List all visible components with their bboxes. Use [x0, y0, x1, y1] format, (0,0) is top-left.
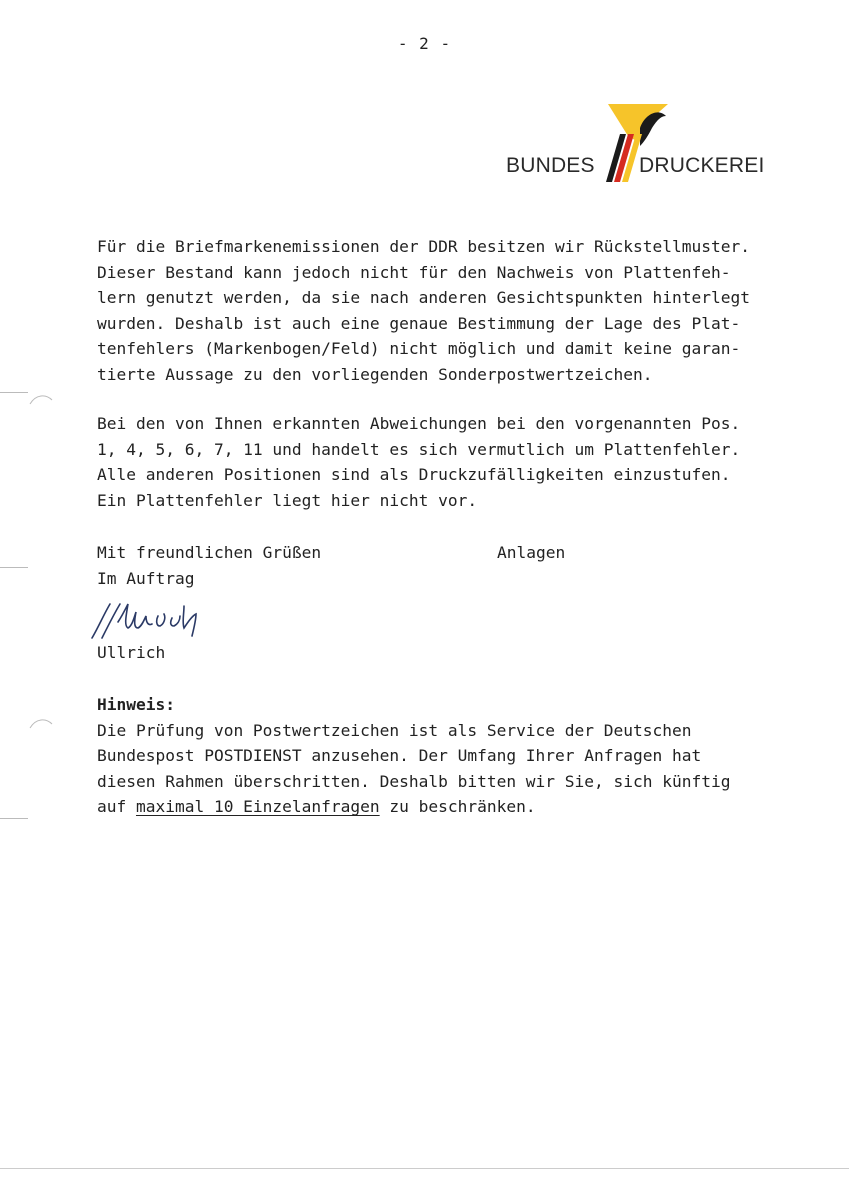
- note-block: [97, 692, 797, 820]
- closing-block: [97, 540, 797, 591]
- margin-curve-mark: [28, 392, 54, 406]
- paragraph-line: 1, 4, 5, 6, 7, 11 und handelt es sich vermutlich um Plattenfehler.: [97, 439, 741, 459]
- paragraph-line: Alle anderen Positionen sind als Druckzufälligkeiten einzustufen.: [97, 465, 731, 484]
- paragraph-line: tierte Aussage zu den vorliegenden Sonderpostwertzeichen.: [97, 364, 653, 384]
- on-behalf-label: Im Auftrag: [97, 568, 195, 588]
- paragraph-line: Bei den von Ihnen erkannten Abweichungen bei den vorgenannten Pos.: [97, 414, 741, 433]
- note-line: Die Prüfung von Postwertzeichen ist als Service der Deutschen: [97, 720, 692, 740]
- handwritten-signature: [88, 598, 228, 644]
- logo-text-druckerei: DRUCKEREI: [639, 154, 765, 177]
- page-number: - 2 -: [397, 34, 452, 53]
- note-label: Hinweis:: [97, 695, 175, 714]
- closing-greeting: Mit freundlichen Grüßen: [97, 543, 322, 562]
- enclosures-label: Anlagen: [497, 543, 566, 562]
- paragraph-line: Dieser Bestand kann jedoch nicht für den Nachweis von Plattenfeh-: [97, 262, 731, 282]
- paragraph-line: wurden. Deshalb ist auch eine genaue Bestimmung der Lage des Plat-: [97, 313, 741, 333]
- note-last-line: [97, 794, 797, 820]
- note-underlined-limit: maximal 10 Einzelanfragen: [135, 797, 380, 816]
- signer-name: Ullrich: [97, 643, 166, 662]
- paragraph-line: Für die Briefmarkenemissionen der DDR besitzen wir Rückstellmuster.: [97, 237, 750, 256]
- paragraph-line: tenfehlers (Markenbogen/Feld) nicht möglich und damit keine garan-: [97, 339, 741, 358]
- logo-text-bundes: BUNDES: [506, 154, 595, 177]
- note-line: Bundespost POSTDIENST anzusehen. Der Umfang Ihrer Anfragen hat: [97, 746, 702, 765]
- signer-block: [97, 640, 797, 666]
- paragraph-2: [97, 411, 797, 513]
- margin-fold-mark: [0, 392, 28, 393]
- bundesdruckerei-logo: [500, 98, 790, 190]
- margin-curve-mark: [28, 716, 54, 730]
- paragraph-line: lern genutzt werden, da sie nach anderen Gesichtspunkten hinterlegt: [97, 288, 750, 307]
- bottom-edge-line: [0, 1168, 849, 1169]
- note-last-suffix: zu beschränken.: [379, 797, 536, 816]
- paragraph-line: Ein Plattenfehler liegt hier nicht vor.: [97, 490, 478, 510]
- paragraph-1: [97, 234, 797, 387]
- signature-icon: [88, 598, 228, 644]
- margin-fold-mark: [0, 818, 28, 819]
- note-last-prefix: auf: [97, 797, 136, 816]
- margin-fold-mark: [0, 567, 28, 568]
- note-line: diesen Rahmen überschritten. Deshalb bitten wir Sie, sich künftig: [97, 771, 731, 791]
